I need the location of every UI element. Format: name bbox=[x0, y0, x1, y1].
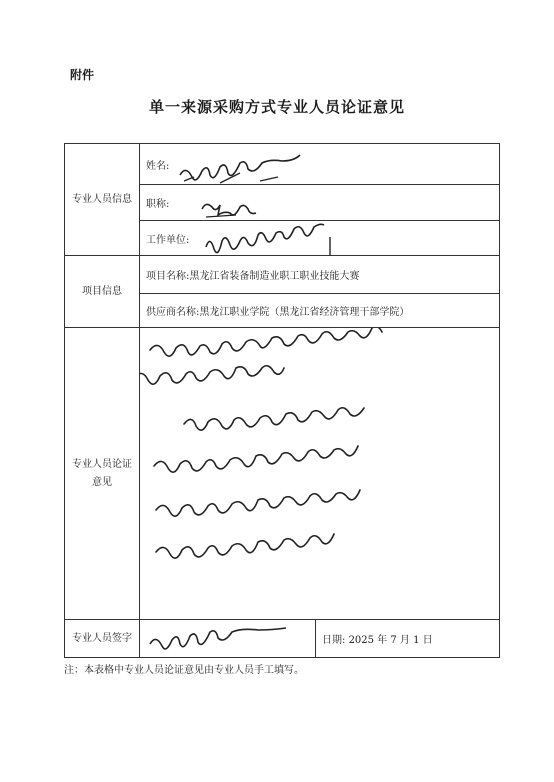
unit-row bbox=[140, 221, 500, 256]
section-signature-label: 专业人员签字 bbox=[65, 620, 140, 658]
opinion-handwriting bbox=[140, 328, 500, 620]
section-expert-info-label: 专业人员信息 bbox=[65, 144, 140, 256]
date-value: 2025 年 7 月 1 日 bbox=[348, 635, 433, 646]
unit-label: 工作单位: bbox=[146, 234, 190, 246]
opinion-handwriting-area bbox=[140, 328, 500, 620]
title-label: 职称: bbox=[146, 199, 170, 210]
name-label: 姓名: bbox=[146, 160, 170, 172]
opinion-form bbox=[64, 143, 500, 658]
supplier-row bbox=[140, 294, 500, 328]
date-label: 日期: bbox=[322, 635, 346, 646]
project-name-label: 项目名称: bbox=[146, 271, 190, 282]
section-project-info-label: 项目信息 bbox=[65, 256, 140, 328]
signature-handwriting bbox=[140, 620, 316, 658]
signature-cell bbox=[140, 620, 316, 658]
project-name-row bbox=[140, 256, 500, 294]
footnote: 注：本表格中专业人员论证意见由专业人员手工填写。 bbox=[64, 665, 304, 676]
date-cell bbox=[316, 620, 500, 658]
name-row bbox=[140, 144, 500, 185]
attachment-label: 附件 bbox=[70, 68, 95, 82]
project-name-value: 黑龙江省装备制造业职工职业技能大赛 bbox=[189, 271, 360, 282]
supplier-label: 供应商名称: bbox=[146, 307, 200, 318]
supplier-value: 黑龙江职业学院（黑龙江省经济管理干部学院） bbox=[199, 307, 410, 318]
page-title: 单一来源采购方式专业人员论证意见 bbox=[148, 98, 405, 116]
title-row bbox=[140, 185, 500, 221]
section-opinion-label: 专业人员论证 意见 bbox=[65, 328, 140, 620]
